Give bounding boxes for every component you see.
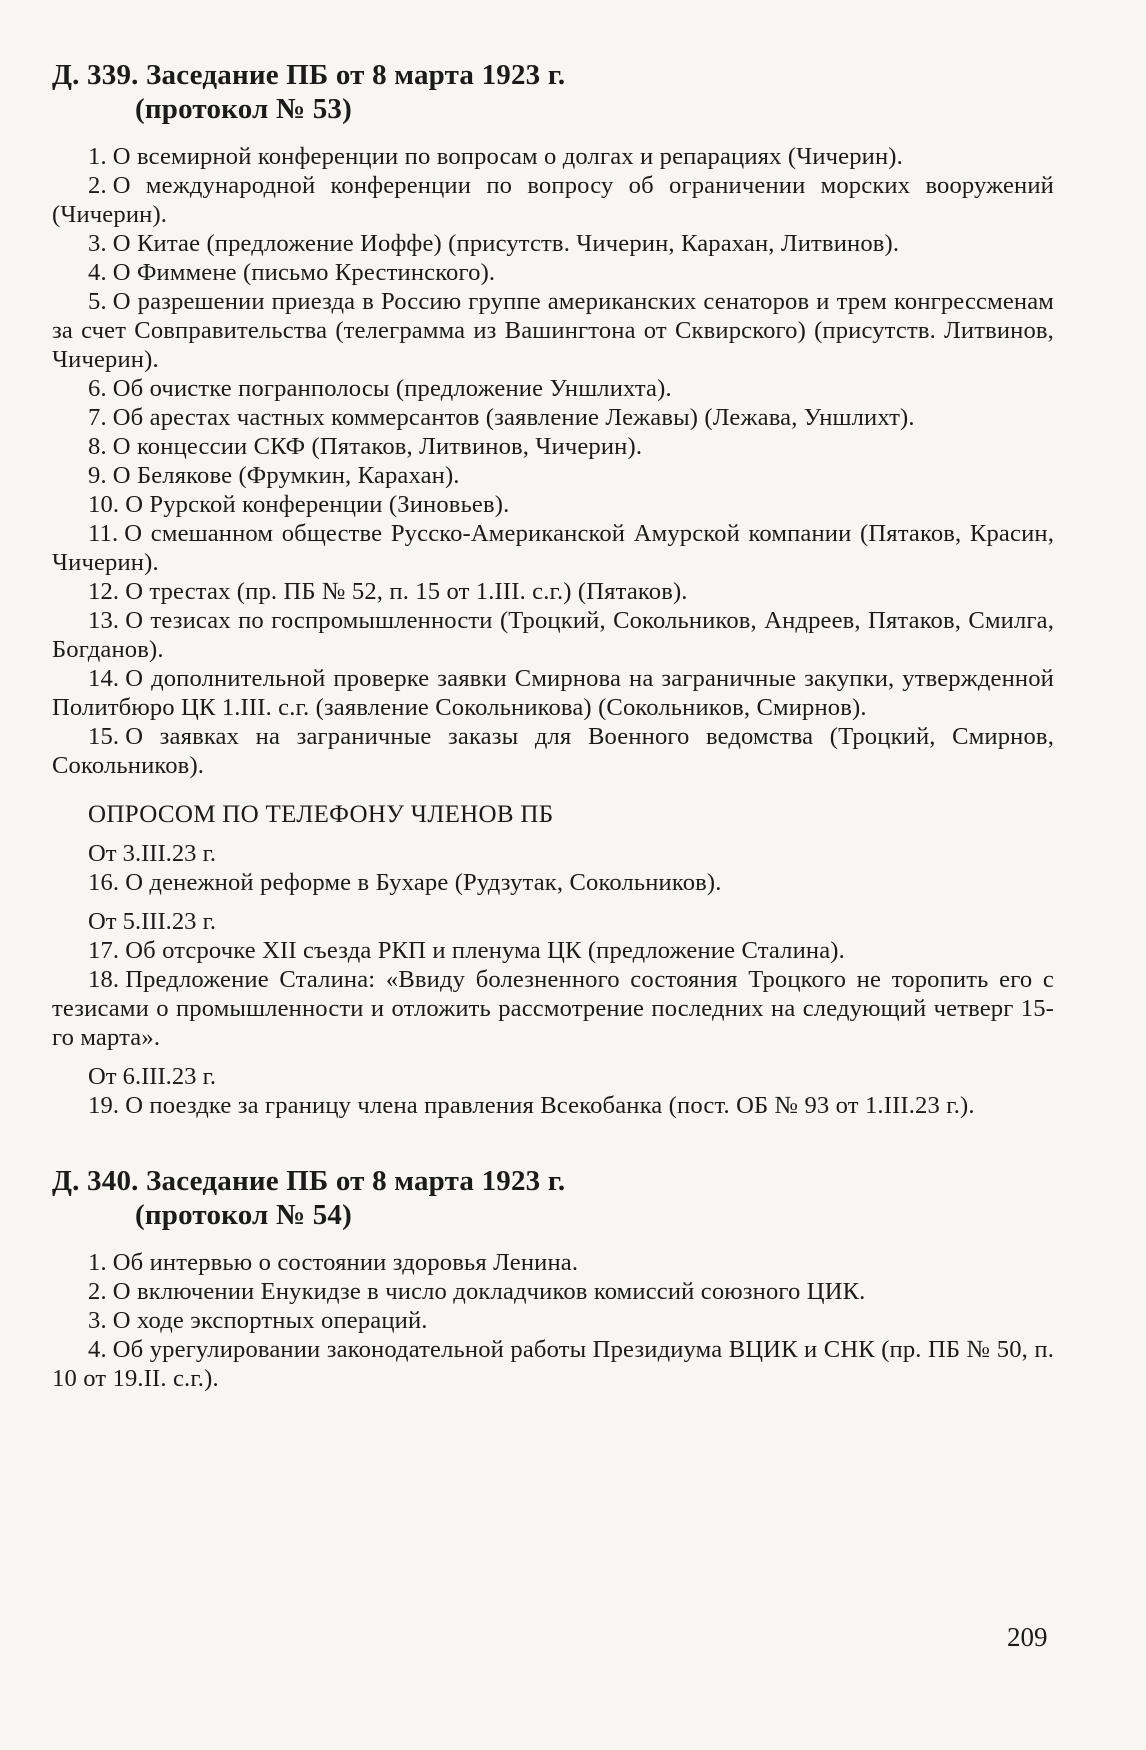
list-item: 3. О Китае (предложение Иоффе) (присутств. Чичерин, Карахан, Литвинов). xyxy=(88,230,900,257)
list-item: 1. Об интервью о состоянии здоровья Ленина. xyxy=(88,1249,579,1276)
list-item: 16. О денежной реформе в Бухаре (Рудзутак, Сокольников). xyxy=(88,869,722,896)
list-item: 9. О Белякове (Фрумкин, Карахан). xyxy=(88,462,460,489)
list-item: 3. О ходе экспортных операций. xyxy=(88,1307,428,1334)
list-item: 4. О Фиммене (письмо Крестинского). xyxy=(88,259,496,286)
list-item: 19. О поездке за границу члена правления Всекобанка (пост. ОБ № 93 от 1.III.23 г.). xyxy=(88,1092,975,1119)
doc-339-heading-line2: (протокол № 53) xyxy=(135,93,352,125)
poll-date-2: От 5.III.23 г. xyxy=(88,908,217,935)
list-item: 2. О международной конференции по вопросу об ограничении морских вооружений (Чичерин). xyxy=(52,172,1054,228)
poll-heading: ОПРОСОМ ПО ТЕЛЕФОНУ ЧЛЕНОВ ПБ xyxy=(88,801,554,828)
list-item: 8. О концессии СКФ (Пятаков, Литвинов, Чичерин). xyxy=(88,433,643,460)
list-item: 14. О дополнительной проверке заявки Смирнова на заграничные закупки, утвержденной Политбюро ЦК 1.III. с.г. (заявление Сокольникова) (Сокольников, Смирнов). xyxy=(52,665,1054,721)
page-number: 209 xyxy=(1007,1622,1048,1652)
list-item: 1. О всемирной конференции по вопросам о долгах и репарациях (Чичерин). xyxy=(88,143,903,170)
list-item: 6. Об очистке погранполосы (предложение Уншлихта). xyxy=(88,375,672,402)
list-item: 17. Об отсрочке XII съезда РКП и пленума ЦК (предложение Сталина). xyxy=(88,937,845,964)
doc-340-heading xyxy=(52,1164,1054,1232)
doc-340-items xyxy=(52,1248,1054,1393)
doc-340-heading-line2: (протокол № 54) xyxy=(135,1199,352,1231)
page-content xyxy=(52,58,1054,1393)
list-item: 5. О разрешении приезда в Россию группе американских сенаторов и трем конгрессменам за счет Совправительства (телеграмма из Вашингтона от Сквирского) (присутств. Литвинов, Чичерин). xyxy=(52,288,1054,373)
doc-339-heading-line1: Д. 339. Заседание ПБ от 8 марта 1923 г. xyxy=(52,59,566,91)
list-item: 10. О Рурской конференции (Зиновьев). xyxy=(88,491,510,518)
list-item: 12. О трестах (пр. ПБ № 52, п. 15 от 1.III. с.г.) (Пятаков). xyxy=(88,578,688,605)
doc-339-heading xyxy=(52,58,1054,126)
list-item: 4. Об урегулировании законодательной работы Президиума ВЦИК и СНК (пр. ПБ № 50, п. 10 от 19.II. с.г.). xyxy=(52,1336,1054,1392)
doc-340-heading-line1: Д. 340. Заседание ПБ от 8 марта 1923 г. xyxy=(52,1165,566,1197)
list-item: 7. Об арестах частных коммерсантов (заявление Лежавы) (Лежава, Уншлихт). xyxy=(88,404,915,431)
doc-340-section xyxy=(52,1164,1054,1393)
list-item: 13. О тезисах по госпромышленности (Троцкий, Сокольников, Андреев, Пятаков, Смилга, Богданов). xyxy=(52,607,1054,663)
doc-339-items xyxy=(52,142,1054,780)
list-item: 11. О смешанном обществе Русско-Американской Амурской компании (Пятаков, Красин, Чичерин). xyxy=(52,520,1054,576)
list-item: 18. Предложение Сталина: «Ввиду болезненного состояния Троцкого не торопить его с тезисами о промышленности и отложить рассмотрение последних на следующий четверг 15-го марта». xyxy=(52,966,1054,1051)
poll-date-1: От 3.III.23 г. xyxy=(88,840,217,867)
list-item: 2. О включении Енукидзе в число докладчиков комиссий союзного ЦИК. xyxy=(88,1278,866,1305)
list-item: 15. О заявках на заграничные заказы для Военного ведомства (Троцкий, Смирнов, Сокольников). xyxy=(52,723,1054,779)
poll-date-3: От 6.III.23 г. xyxy=(88,1063,217,1090)
